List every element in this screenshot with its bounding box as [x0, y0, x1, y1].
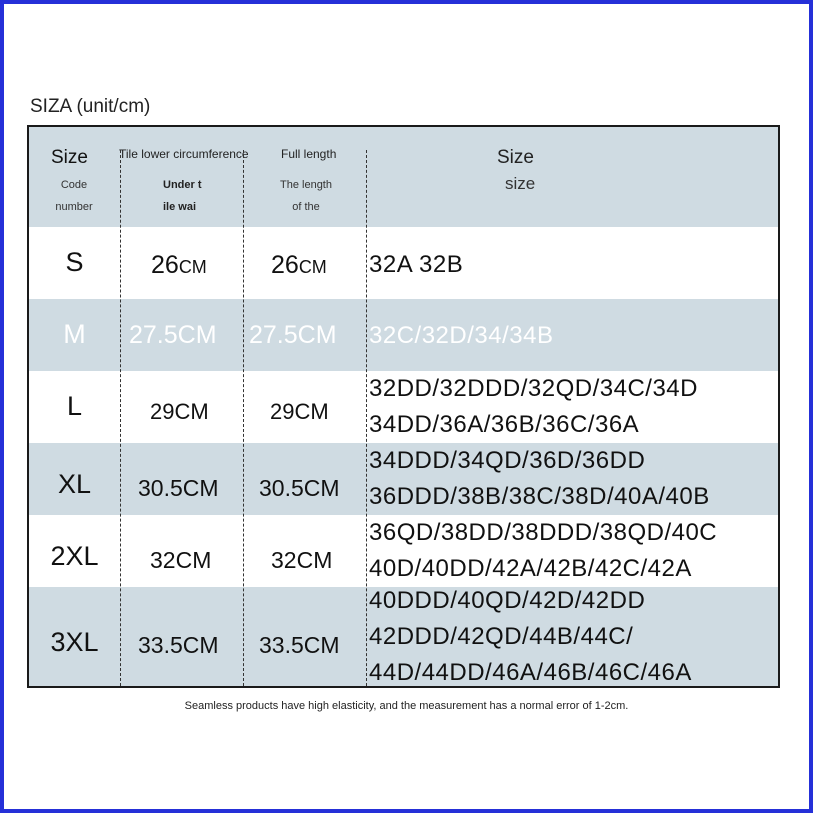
cup-sizes	[369, 371, 698, 443]
full-length-value: 27.5CM	[249, 321, 337, 349]
size-code: L	[66, 391, 83, 421]
header-length-label: The length	[280, 179, 332, 191]
header-size2-label: Size	[497, 147, 534, 168]
footer-note: Seamless products have high elasticity, and the measurement has a normal error of 1-2cm.	[184, 700, 629, 712]
header-circumference-label: Tile lower circumference	[119, 147, 249, 161]
cup-sizes-line: 44D/44DD/46A/46B/46C/46A	[369, 659, 692, 686]
full-length-value: 26CM	[271, 251, 327, 279]
header-code-label: Code	[60, 179, 88, 191]
full-length-value: 30.5CM	[259, 475, 340, 501]
under-waist-value: 29CM	[150, 399, 209, 424]
under-waist-value: 32CM	[150, 547, 212, 573]
header-size-label: Size	[51, 147, 88, 168]
table-row	[29, 227, 778, 299]
full-length-value: 33.5CM	[259, 632, 340, 658]
table-row	[29, 515, 778, 587]
column-divider	[366, 150, 367, 686]
cup-sizes-line: 36DDD/38B/38C/38D/40A/40B	[369, 483, 710, 510]
under-waist-value: 30.5CM	[138, 475, 219, 501]
cup-sizes-line: 40D/40DD/42A/42B/42C/42A	[369, 555, 692, 582]
cup-sizes-line: 34DDD/34QD/36D/36DD	[369, 447, 646, 474]
cup-sizes-line: 36QD/38DD/38DDD/38QD/40C	[369, 519, 718, 546]
header-under-label: Under t	[163, 179, 202, 191]
table-row	[29, 443, 778, 515]
cup-sizes-line: 34DD/36A/36B/36C/36A	[369, 411, 640, 438]
full-length-value: 32CM	[271, 547, 333, 573]
column-divider	[243, 150, 244, 686]
page-title: SIZA (unit/cm)	[30, 96, 151, 117]
header-waist-label: ile wai	[163, 201, 197, 213]
table-header-row	[29, 127, 778, 227]
size-code: XL	[57, 469, 92, 499]
under-waist-value: 27.5CM	[129, 321, 217, 349]
table-row	[29, 587, 778, 688]
table-row	[29, 299, 778, 371]
full-length-value: 29CM	[270, 399, 329, 424]
cup-sizes	[369, 247, 463, 283]
cup-sizes-line: 40DDD/40QD/42D/42DD	[369, 587, 646, 614]
cup-sizes	[369, 443, 710, 515]
size-code: S	[65, 247, 84, 277]
header-full-length-label: Full length	[281, 147, 337, 161]
cup-sizes-line: 32C/32D/34/34B	[369, 322, 554, 349]
size-code: 3XL	[50, 627, 99, 657]
header-number-label: number	[55, 201, 93, 213]
under-waist-value: 26CM	[151, 251, 207, 279]
cup-sizes-line: 42DDD/42QD/44B/44C/	[369, 623, 634, 650]
table-row	[29, 371, 778, 443]
size-table	[27, 125, 780, 688]
size-code: M	[63, 319, 86, 349]
cup-sizes-line: 32A 32B	[369, 251, 464, 278]
cup-sizes	[369, 583, 692, 688]
header-size3-label: size	[505, 174, 536, 193]
header-of-the-label: of the	[292, 201, 320, 213]
column-divider	[120, 150, 121, 686]
cup-sizes	[369, 318, 553, 354]
cup-sizes	[369, 515, 717, 587]
cup-sizes-line: 32DD/32DDD/32QD/34C/34D	[369, 375, 698, 402]
under-waist-value: 33.5CM	[138, 632, 219, 658]
size-code: 2XL	[50, 541, 99, 571]
